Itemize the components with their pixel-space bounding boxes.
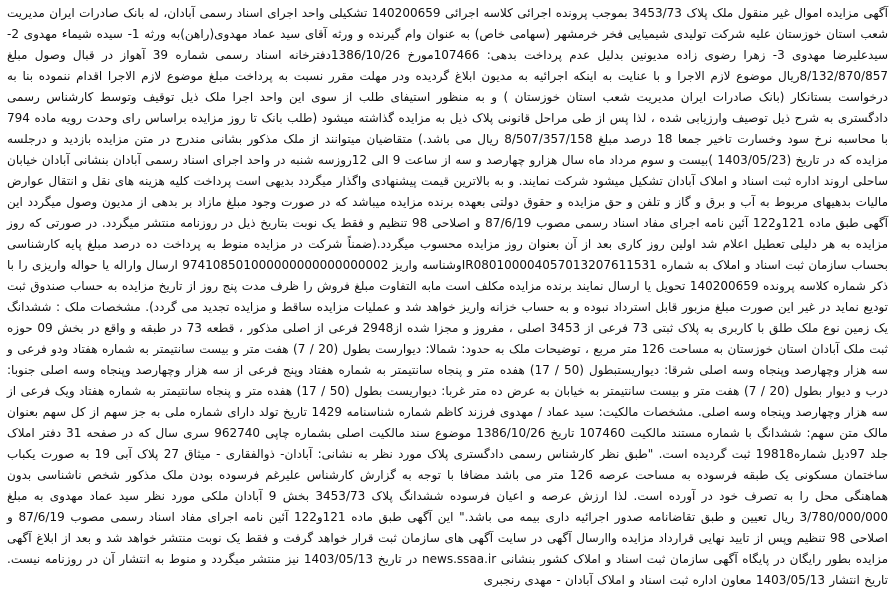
auction-notice-text: آگهی مزایده اموال غیر منقول ملک پلاک 3453/73 بموجب پرونده اجرائی کلاسه اجرائی 140200659 تشکیلی واحد اجرای اسناد رسمی آبادان، له بانک صادرات ایران مدیریت شعب استان خوزستان علیه شرکت تولیدی شیمیایی فخر خرمشهر (سهامی خاص) به عنوان وام گیرنده و ورثه آقای سید عماد مهدوی(راهن)به ورثه 1- سیده شیماء مهدوی 2- سیدعلیرضا مهدوی 3- زهرا رضوی زاده مدیونین بدلیل عدم پرداخت بدهی: 107466مورخ 1386/10/26دفترخانه اسناد رسمی شماره 39 آهواز در قبال وصول مبلغ 8/132/870/857ریال موضوع لازم الاجرا و با عنایت به اینکه اجرائیه به مدیون ابلاغ گردیده ودر مهلت مقرر نسبت به پرداخت مبلغ موضوع لازم الاجرا اقدام ننموده بنا به درخواست بستانکار (بانک صادرات ایران مدیریت شعب استان خوزستان ) و به منظور استیفای طلب از سوی این واحد اجرا ملک ذیل توقیف وتوسط کارشناس رسمی دادگستری به شرح ذیل توصیف وارزیابی شده ، لذا پس از طی مراحل قانونی پلاک ذیل به مزایده گذاشته میشود (طلب بانک تا روز مزایده براساس رای وحدت رویه ماده 794 با محاسبه نرخ سود وخسارت تاخیر جمعا 18 درصد مبلغ 8/507/357/158 ریال می باشد.) متقاضیان میتوانند از ملک مذکور بشانی مندرج در متن مزایده بازدید و درجلسه مزایده که در تاریخ (1403/05/23 )بیست و سوم مرداد ماه سال هزارو چهارصد و سه از ساعت 9 الی 12روزسه شنبه در واحد اجرای اسناد رسمی آبادان بنشانی آبادان خیابان ساحلی اروند اداره ثبت اسناد و املاک آبادان تشکیل میشود شرکت نمایند. و به بالاترین قیمت پیشنهادی واگذار میگردد بدیهی است پرداخت کلیه هزینه های نقل و انتقال عوارض مالیات بدهیهای مربوط به آب و برق و گاز و تلفن و حق مزایده و حقوق دولتی بعهده برنده مزایده میباشد که در صورت وجود مبلغ مازاد بر بدهی از مدیون وصول میگردد این آگهی طبق ماده 121و122 آئین نامه اجرای مفاد اسناد رسمی مصوب 87/6/19 و اصلاحی 98 تنظیم و فقط یک نوبت بتاریخ ذیل در روزنامه منتشر میگردد. در صورتی که روز مزایده به هر دلیلی تعطیل اعلام شد اولین روز کاری بعد از آن بعنوان روز مزایده محسوب میگردد.(ضمناً شرکت در مزایده منوط به پرداخت ده درصد مبلغ پایه کارشناسی بحساب سازمان ثبت اسناد و املاک به شماره IR080100004057013207611531وشناسه واریز 974108501000000000000000002 ارسال واراله یا حواله واریزی را با ذکر شماره کلاسه پرونده 140200659 تحویل یا ارسال نمایند برنده مزایده مکلف است مابه التفاوت مبلغ فروش را ظرف مدت پنج روز از تاریخ مزایده به حساب صندوق ثبت تودیع نماید در غیر این صورت مبلغ مزبور قابل استرداد نبوده و به حساب خزانه واریز خواهد شد و عملیات مزایده ساقط و مزایده تجدید می گردد). مشخصات ملک : ششدانگ یک زمین نوع ملک طلق با کاربری به پلاک ثبتی 73 فرعی از 3453 اصلی ، مفروز و مجزا شده از2948 فرعی از اصلی مذکور ، قطعه 73 در طبقه و واقع در بخش 09 حوزه ثبت ملک آبادان استان خوزستان به مساحت 126 متر مربع ، توضیحات ملک به حدود: شمالا: دیوارست بطول (20 / 7) هفت متر و بیست سانتیمتر به شماره هفتاد ودو فرعی و سه هزار وچهارصد وپنجاه وسه اصلی شرقا: دیواریستبطول (50 / 17) هفده متر و پنجاه سانتیمتر به شماره هفتاد وپنج فرعی از سه هزار وچهارصد وپنجاه وسه اصلی جنوبا: درب و دیوار بطول (20 / 7) هفت متر و بیست سانتیمتر به خیابان به عرض ده متر غربا: دیواریست بطول (50 / 17) هفده متر و پنجاه سانتیمتر به شماره هفتاد ویک فرعی از سه هزار وچهارصد وپنجاه وسه اصلی. مشخصات مالکیت: سید عماد / مهدوی فرزند کاظم شماره شناسنامه 1429 تاریخ تولد دارای شماره ملی به جز سهم از کل سهم بعنوان مالک متن سهم: ششدانگ با شماره مستند مالکیت 107460 تاریخ 1386/10/26 موضوع سند مالکیت اصلی بشماره چاپی 962740 سری سال که در صفحه 31 دفتر املاک جلد 97دیل شماره19818 ثبت گردیده است. "طبق نظر کارشناس رسمی دادگستری پلاک مورد نظر به نشانی: آبادان- ذوالفقاری - میثاق 27 پلاک آبی 19 به صورت یکباب ساختمان مسکونی یک طبقه فرسوده به مساحت عرصه 126 متر می باشد مضافا با توجه به گزارش کارشناس علیرغم فرسوده بودن ملک مذکور شخص ناشناسی بدون هماهنگی محل را به تصرف خود در آورده است. لذا ارزش عرصه و اعیان فرسوده ششدانگ پلاک 3453/73 بخش 9 آبادان ملکی مورد نظر سید عماد مهدوی به مبلغ 3/780/000/000 ریال تعیین و طبق تقاضانامه صدور اجرائیه داری بیمه می باشد." این آگهی طبق ماده 121و122 آئین نامه اجرای مفاد اسناد رسمی مصوب 87/6/19 و اصلاحی 98 تنظیم وپس از تایید نهایی قرارداد مزایده واارسال آگهی در سایت آگهی های سازمان ثبت قرار خواهد گرفت و فقط یک نوبت منتشر خواهد شد و بعد از ابلاغ آگهی مزایده بطور رایگان در پایگاه آگهی سازمان ثبت اسناد و املاک کشور بنشانی news.ssaa.ir در تاریخ 1403/05/13 نیز منتشر میگردد و منوط به انتشار آن در روزنامه نیست. تاریخ انتشار 1403/05/13 معاون اداره ثبت اسناد و املاک آبادان - مهدی رنجبری: [7, 6, 889, 587]
